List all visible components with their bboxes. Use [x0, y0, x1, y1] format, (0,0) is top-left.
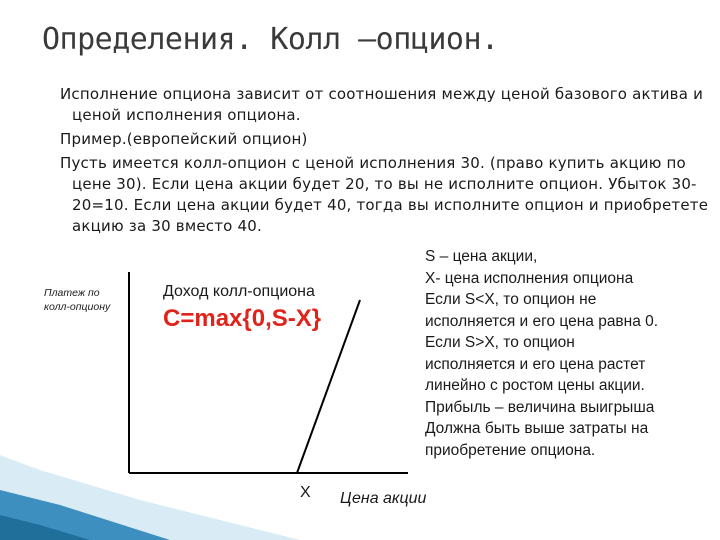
side-note-line: Если S<X, то опцион не — [425, 291, 597, 308]
x-axis-label: Цена акции — [340, 490, 427, 507]
side-note — [425, 246, 717, 461]
side-note-line: исполняется и его цена растет — [425, 355, 646, 373]
y-axis-label: Платеж по колл-опциону — [44, 287, 111, 313]
paragraph-2: Пример.(европейский опцион) — [60, 130, 308, 148]
side-note-line: исполняется и его цена равна 0. — [425, 312, 659, 330]
side-note-line: S – цена акции, — [425, 248, 538, 265]
slide-title: Определения. Колл –опцион. — [42, 22, 499, 57]
side-note-line: приобретение опциона. — [425, 441, 596, 459]
income-label: Доход колл-опциона — [163, 283, 315, 300]
side-note-line: Должна быть выше затраты на — [425, 420, 649, 437]
side-note-line: Если S>X, то опцион — [425, 334, 575, 351]
paragraph-3: Пусть имеется колл-опцион с ценой исполнения 30. (право купить акцию по цене 30). Если цена акции будет 20, то вы не исполните опцион. Убыток 30-20=10. Если цена акции будет 40, тогда вы исполните опцион и приобретете акцию за 30 вместо 40. — [60, 154, 709, 235]
strike-mark: X — [300, 484, 311, 501]
side-note-line: Прибыль – величина выигрыша — [425, 398, 655, 416]
side-note-line: линейно с ростом цены акции. — [425, 377, 645, 394]
paragraph-1: Исполнение опциона зависит от соотношения между ценой базового актива и ценой исполнения опциона. — [60, 85, 704, 124]
formula: C=max{0,S-X} — [163, 305, 322, 332]
side-note-line: X- цена исполнения опциона — [425, 269, 634, 287]
